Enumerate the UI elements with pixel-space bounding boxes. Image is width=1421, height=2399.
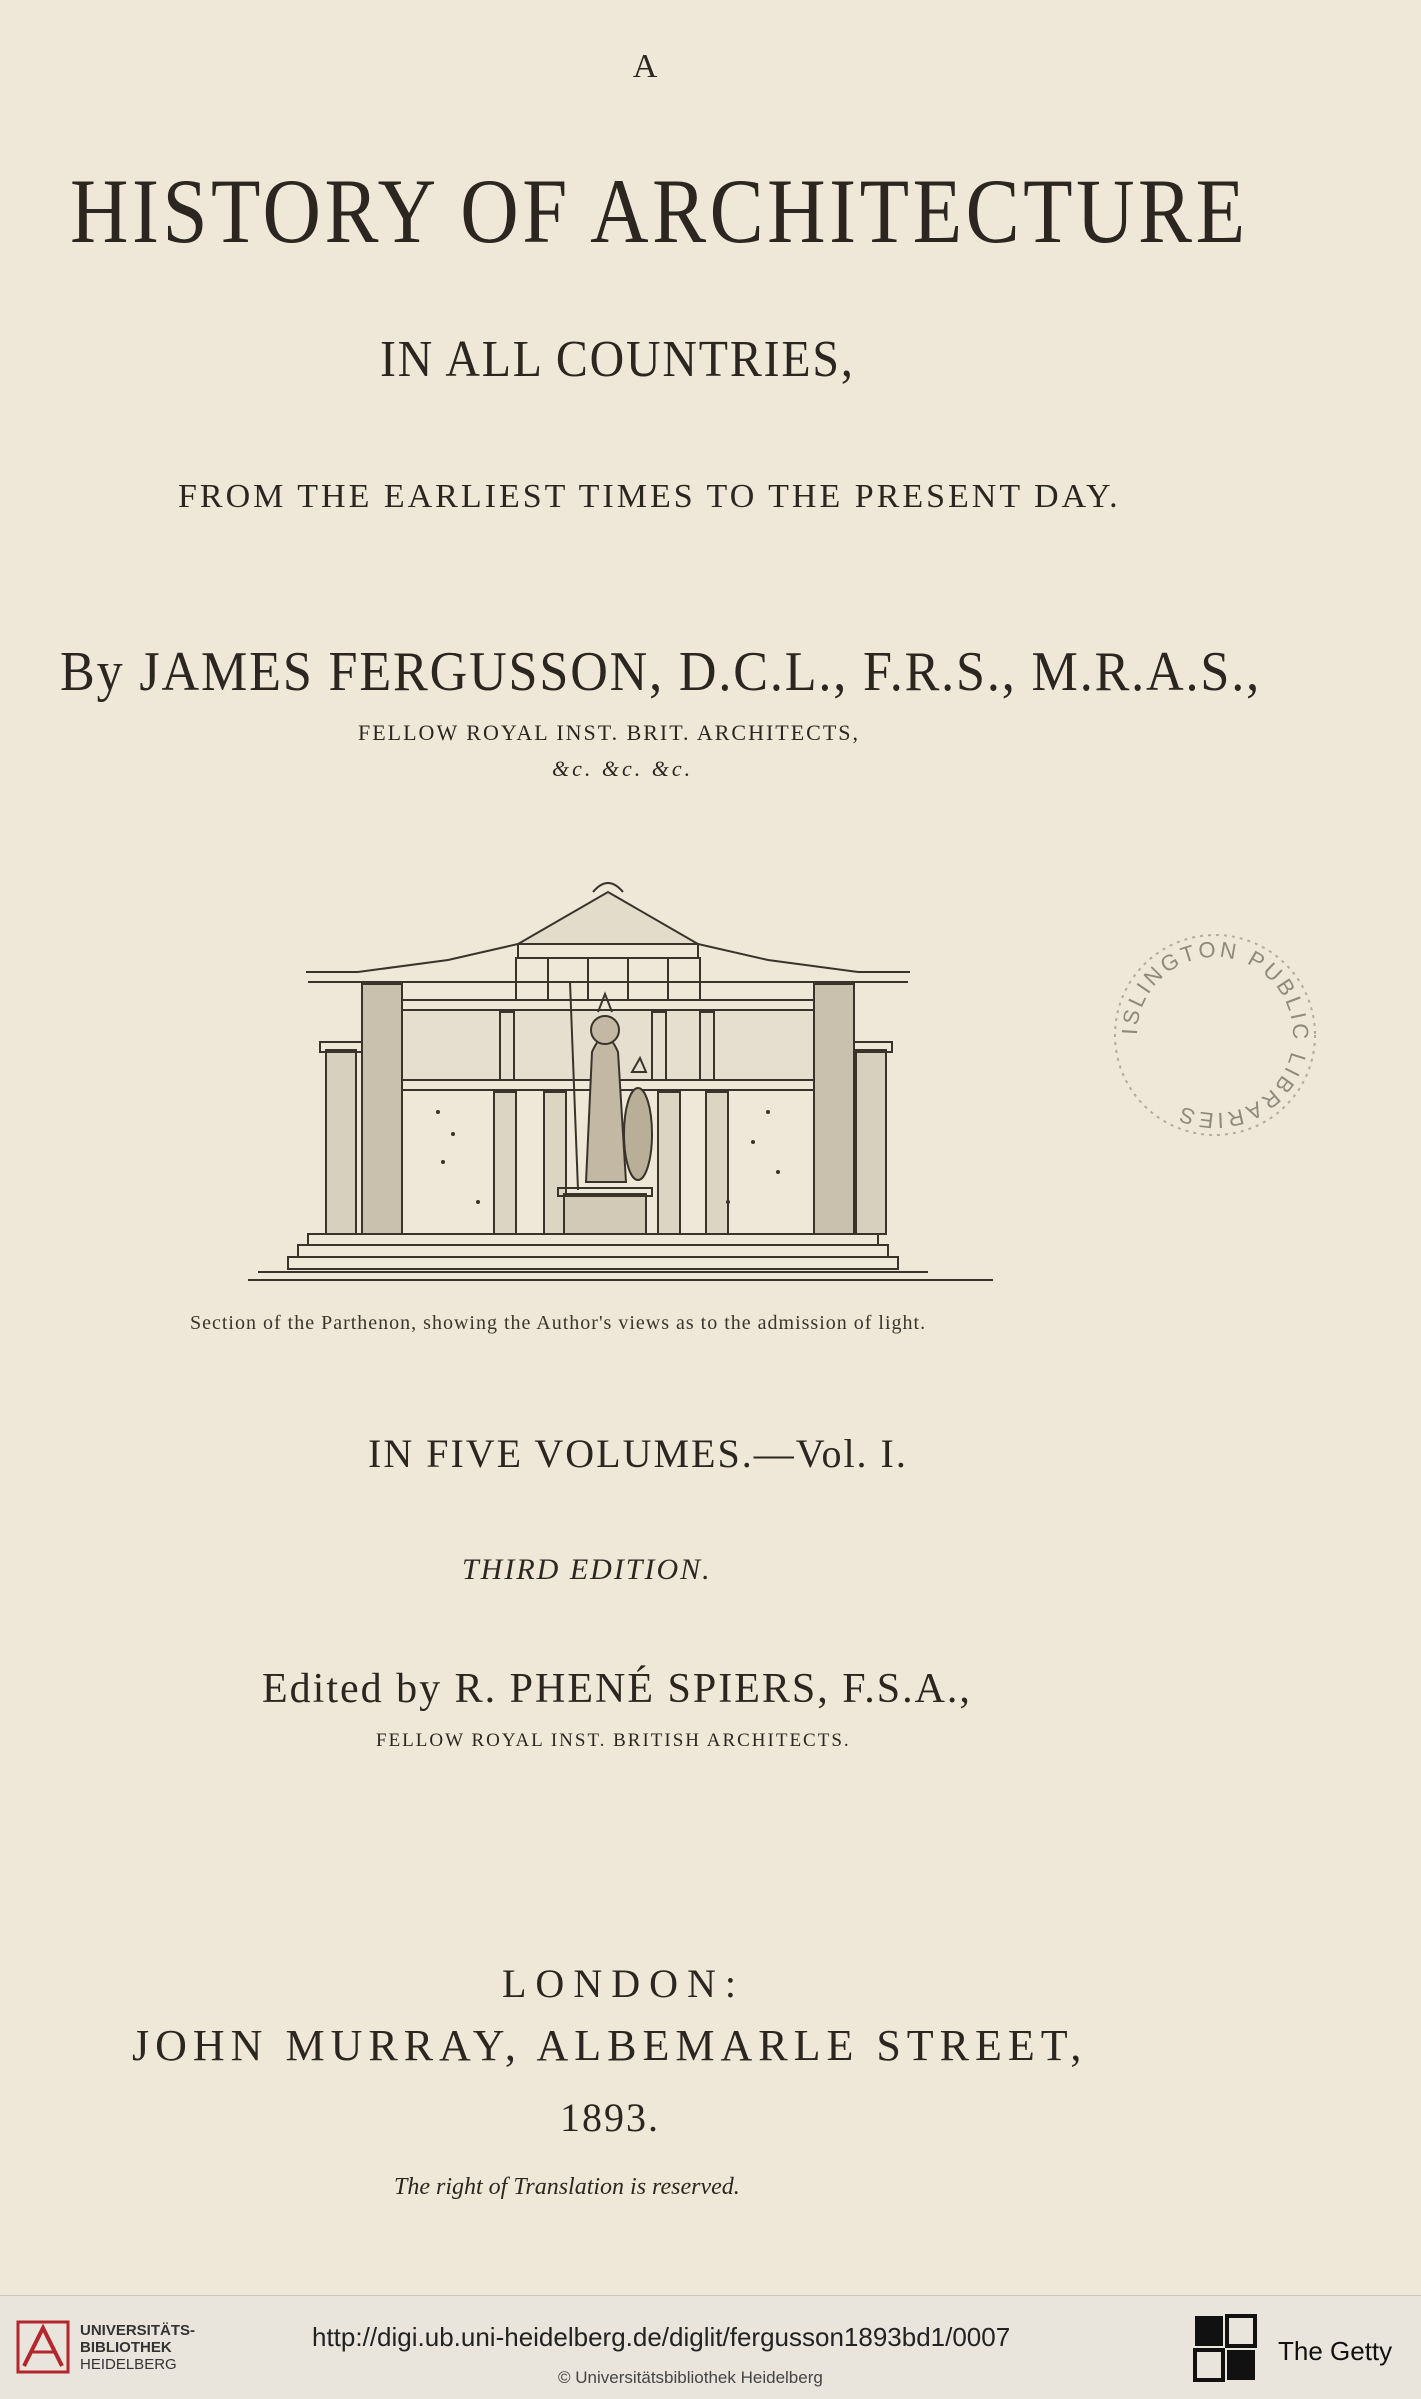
university-line1: UNIVERSITÄTS- bbox=[80, 2322, 196, 2339]
university-line2: BIBLIOTHEK bbox=[80, 2339, 172, 2356]
svg-text:ISLINGTON PUBLIC LIBRARIES bbox=[1117, 937, 1313, 1134]
university-logo-icon bbox=[14, 2318, 72, 2376]
year: 1893. bbox=[560, 2095, 660, 2140]
copyright-notice: © Universitätsbibliothek Heidelberg bbox=[558, 2368, 823, 2387]
permalink-url[interactable]: http://digi.ub.uni-heidelberg.de/diglit/fergusson1893bd1/0007 bbox=[312, 2322, 1011, 2352]
author-etc: &c. &c. &c. bbox=[552, 756, 694, 781]
by-prefix: By bbox=[60, 641, 125, 703]
from-line: FROM THE EARLIEST TIMES TO THE PRESENT DAY. bbox=[178, 478, 1121, 515]
editor-name: R. PHENÉ SPIERS, F.S.A., bbox=[454, 1666, 972, 1712]
editor-line bbox=[262, 1665, 972, 1713]
viewer-footer bbox=[0, 2295, 1421, 2399]
stamp-text: ISLINGTON PUBLIC LIBRARIES bbox=[1116, 936, 1314, 1134]
title-article: A bbox=[632, 48, 658, 85]
getty-label: The Getty bbox=[1278, 2336, 1393, 2366]
getty-logo-icon bbox=[1193, 2314, 1257, 2384]
editor-fellow: FELLOW ROYAL INST. BRITISH ARCHITECTS. bbox=[376, 1730, 851, 1751]
publisher: JOHN MURRAY, ALBEMARLE STREET, bbox=[132, 2021, 1088, 2070]
edited-prefix: Edited by bbox=[262, 1666, 443, 1712]
place: LONDON: bbox=[502, 1961, 745, 2006]
author-name: JAMES FERGUSSON, D.C.L., F.R.S., M.R.A.S., bbox=[139, 641, 1261, 703]
subtitle: IN ALL COUNTRIES, bbox=[380, 331, 855, 388]
university-name bbox=[80, 2322, 195, 2373]
figure-caption: Section of the Parthenon, showing the Author's views as to the admission of light. bbox=[190, 1312, 927, 1334]
rights-notice: The right of Translation is reserved. bbox=[394, 2174, 740, 2200]
author-fellow: FELLOW ROYAL INST. BRIT. ARCHITECTS, bbox=[358, 720, 861, 745]
volume-line: IN FIVE VOLUMES.—Vol. I. bbox=[368, 1431, 908, 1476]
library-stamp bbox=[1100, 915, 1330, 1155]
parthenon-section-figure bbox=[248, 872, 993, 1292]
main-title: HISTORY OF ARCHITECTURE bbox=[70, 160, 1249, 262]
university-line3: HEIDELBERG bbox=[80, 2356, 177, 2373]
edition: THIRD EDITION. bbox=[462, 1553, 712, 1586]
author-line bbox=[60, 640, 1261, 704]
